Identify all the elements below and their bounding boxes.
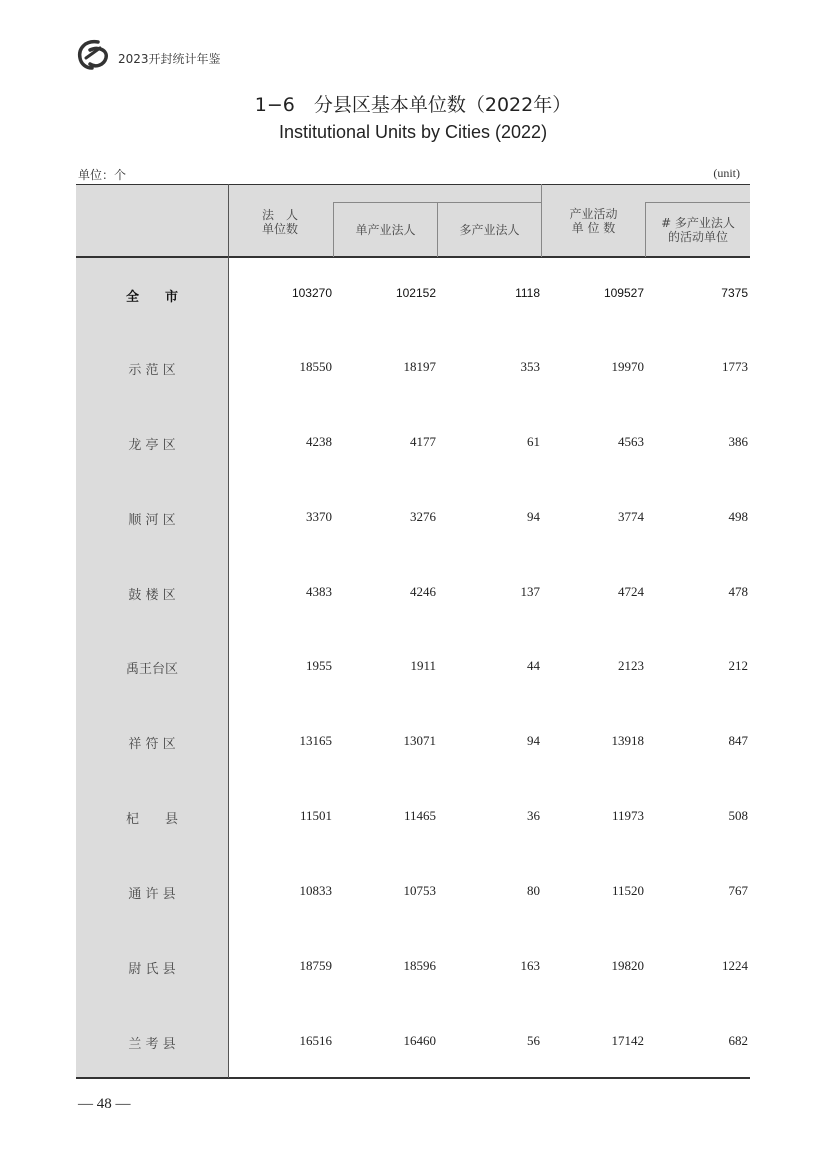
cell-multi: 94: [527, 509, 540, 524]
unit-label-cn: 单位：个: [78, 168, 127, 182]
cell-single: 3276: [410, 509, 436, 524]
row-label: 通 许 县: [128, 887, 176, 902]
cell-multi-activity: 498: [728, 509, 748, 524]
cell-multi: 94: [527, 733, 540, 748]
cell-activity: 2123: [618, 658, 644, 673]
cell-legal: 18550: [299, 359, 332, 374]
col-header-single-industry: 单产业法人: [355, 223, 416, 237]
cell-multi-activity: 682: [728, 1033, 748, 1048]
cell-activity: 4563: [618, 434, 644, 449]
yearbook-title: 2023开封统计年鉴: [118, 52, 221, 66]
cell-multi: 80: [527, 883, 540, 898]
cell-activity: 19820: [611, 958, 644, 973]
yearbook-logo-icon: [76, 38, 110, 70]
cell-multi-activity: 1224: [722, 958, 748, 973]
col-header-activity-units: 产业活动 单 位 数: [569, 207, 618, 235]
cell-single: 4246: [410, 584, 436, 599]
row-label: 示 范 区: [128, 363, 176, 378]
unit-label-en: (unit): [713, 166, 740, 180]
cell-multi-activity: 478: [728, 584, 748, 599]
cell-legal: 10833: [299, 883, 332, 898]
table-title-en: Institutional Units by Cities (2022): [278, 122, 548, 142]
page-number: — 48 —: [78, 1096, 131, 1112]
cell-single: 16460: [403, 1033, 436, 1048]
cell-multi-activity: 508: [728, 808, 748, 823]
cell-multi: 44: [527, 658, 540, 673]
cell-multi-activity: 847: [728, 733, 748, 748]
cell-activity: 3774: [618, 509, 644, 524]
cell-legal: 18759: [299, 958, 332, 973]
cell-legal: 11501: [299, 808, 332, 823]
cell-legal: 3370: [306, 509, 332, 524]
row-label: 全 市: [125, 290, 178, 305]
cell-activity: 4724: [618, 584, 644, 599]
cell-multi: 56: [527, 1033, 540, 1048]
cell-multi: 61: [527, 434, 540, 449]
cell-single: 1911: [410, 658, 436, 673]
cell-activity: 13918: [611, 733, 644, 748]
cell-single: 10753: [403, 883, 436, 898]
cell-single: 102152: [395, 286, 436, 300]
col-header-legal-units: 法 人 单位数: [262, 208, 299, 236]
cell-activity: 19970: [611, 359, 644, 374]
cell-multi-activity: 767: [728, 883, 748, 898]
cell-activity: 11973: [611, 808, 644, 823]
cell-multi: 1118: [515, 286, 540, 300]
cell-single: 13071: [403, 733, 436, 748]
cell-activity: 17142: [611, 1033, 644, 1048]
cell-multi: 163: [520, 958, 540, 973]
cell-multi-activity: 7375: [721, 286, 748, 300]
row-label: 杞 县: [125, 812, 178, 827]
row-label: 祥 符 区: [128, 737, 176, 752]
cell-multi: 36: [527, 808, 540, 823]
col-header-multi-industry: 多产业法人: [459, 223, 520, 237]
table-title-cn: 1−6 分县区基本单位数（2022年）: [254, 94, 572, 116]
row-label: 龙 亭 区: [128, 438, 176, 453]
cell-multi: 137: [520, 584, 540, 599]
row-label: 尉 氏 县: [128, 962, 176, 977]
units-table: [76, 184, 750, 1078]
row-label: 顺 河 区: [128, 513, 176, 528]
row-label: 禹王台区: [125, 662, 178, 677]
row-label: 鼓 楼 区: [128, 588, 176, 603]
cell-legal: 1955: [306, 658, 332, 673]
col-header-multi-activity-units: # 多产业法人 的活动单位: [661, 216, 735, 244]
cell-activity: 11520: [611, 883, 644, 898]
cell-legal: 13165: [299, 733, 332, 748]
row-label: 兰 考 县: [128, 1037, 176, 1052]
cell-single: 18596: [403, 958, 436, 973]
cell-legal: 103270: [291, 286, 332, 300]
cell-multi: 353: [520, 359, 540, 374]
cell-single: 18197: [403, 359, 436, 374]
cell-legal: 4238: [306, 434, 332, 449]
cell-multi-activity: 386: [728, 434, 748, 449]
cell-single: 11465: [403, 808, 436, 823]
cell-legal: 16516: [299, 1033, 332, 1048]
cell-legal: 4383: [306, 584, 332, 599]
cell-multi-activity: 212: [728, 658, 748, 673]
cell-activity: 109527: [603, 286, 644, 300]
cell-multi-activity: 1773: [722, 359, 748, 374]
cell-single: 4177: [410, 434, 436, 449]
